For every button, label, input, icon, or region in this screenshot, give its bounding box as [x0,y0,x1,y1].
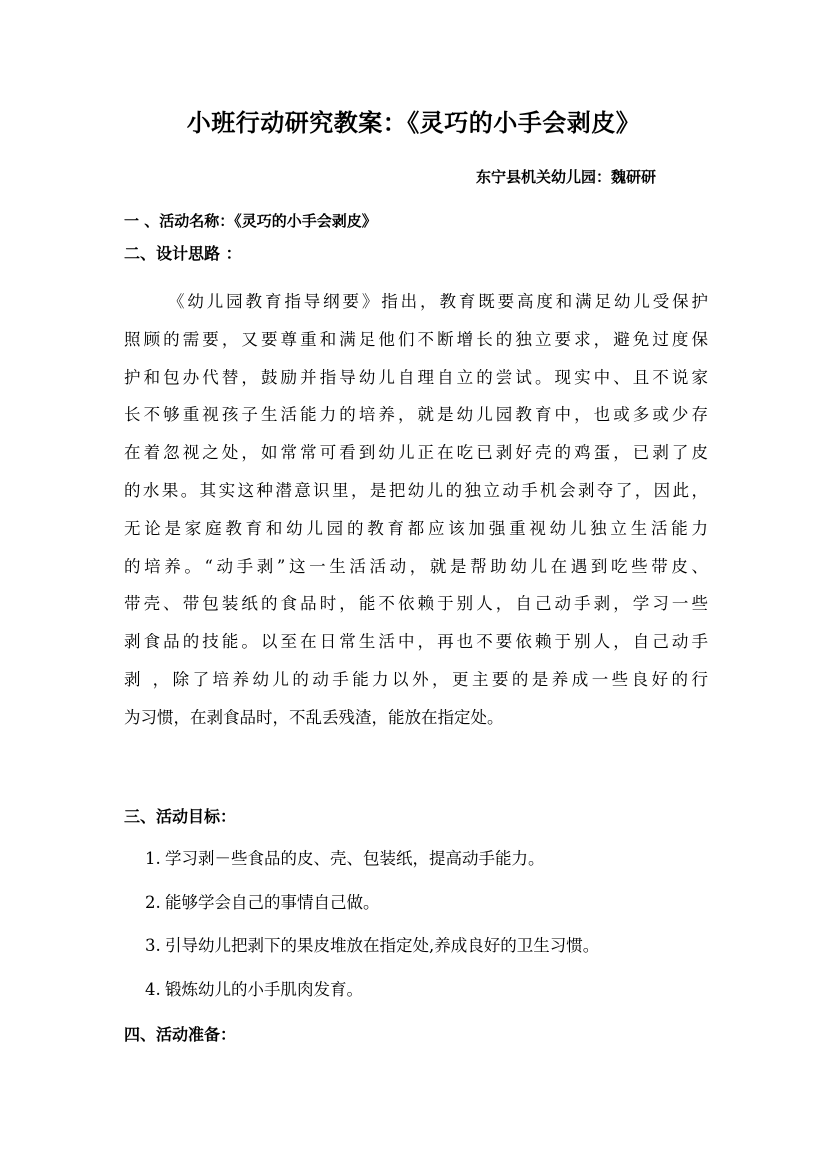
design-paragraph [124,283,708,737]
author-line: 东宁县机关幼儿园：魏研研 [476,168,657,186]
paragraph-line: 带壳、带包装纸的食品时，能不依赖于别人，自己动手剥，学习一些 [124,594,708,614]
goal-text: 锻炼幼儿的小手肌肉发育。 [165,979,363,999]
goal-number: 3. [145,936,161,955]
goal-item [145,932,705,976]
activity-name-heading: 一 、活动名称：《灵巧的小手会剥皮》 [124,212,377,230]
paragraph-line: 照顾的需要，又要尊重和满足他们不断增长的独立要求，避免过度保 [124,329,708,349]
goals-heading: 三、活动目标： [124,807,237,826]
preparation-heading: 四、活动准备： [124,1025,237,1044]
goal-text: 能够学会自己的事情自己做。 [165,892,380,912]
goal-item [145,845,705,889]
paragraph-line: 剥 ，除了培养幼儿的动手能力以外，更主要的是养成一些良好的行 [124,669,708,689]
paragraph-line: 的水果。其实这种潜意识里，是把幼儿的独立动手机会剥夺了，因此， [124,480,708,500]
paragraph-line: 护和包办代替，鼓励并指导幼儿自理自立的尝试。现实中、且不说家 [124,367,708,387]
goal-number: 4. [145,979,161,999]
goal-item [145,976,705,1020]
goals-list [145,845,705,1019]
goal-text: 学习剥－些食品的皮、壳、包装纸，提高动手能力。 [165,849,545,868]
paragraph-line: 剥食品的技能。以至在日常生活中，再也不要依赖于别人，自己动手 [124,632,708,652]
paragraph-line: 《幼儿园教育指导纲要》指出，教育既要高度和满足幼儿受保护 [168,292,708,311]
design-heading: 二、设计思路 ： [124,244,242,263]
paragraph-line: 为习惯，在剥食品时，不乱丢残渣，能放在指定处。 [124,707,504,727]
goal-number: 2. [145,892,161,912]
goal-item [145,889,705,933]
paragraph-line: 的培养。“动手剥”这一生活活动，就是帮助幼儿在遇到吃些带皮、 [124,556,708,576]
goal-text: 引导幼儿把剥下的果皮堆放在指定处,养成良好的卫生习惯。 [165,936,600,955]
paragraph-line: 无论是家庭教育和幼儿园的教育都应该加强重视幼儿独立生活能力 [124,518,708,538]
paragraph-line: 在着忽视之处，如常常可看到幼儿正在吃已剥好壳的鸡蛋，已剥了皮 [124,443,708,463]
paragraph-line: 长不够重视孩子生活能力的培养，就是幼儿园教育中，也或多或少存 [124,405,708,425]
goal-number: 1. [145,849,161,868]
document-title: 小班行动研究教案：《灵巧的小手会剥皮》 [186,108,641,137]
